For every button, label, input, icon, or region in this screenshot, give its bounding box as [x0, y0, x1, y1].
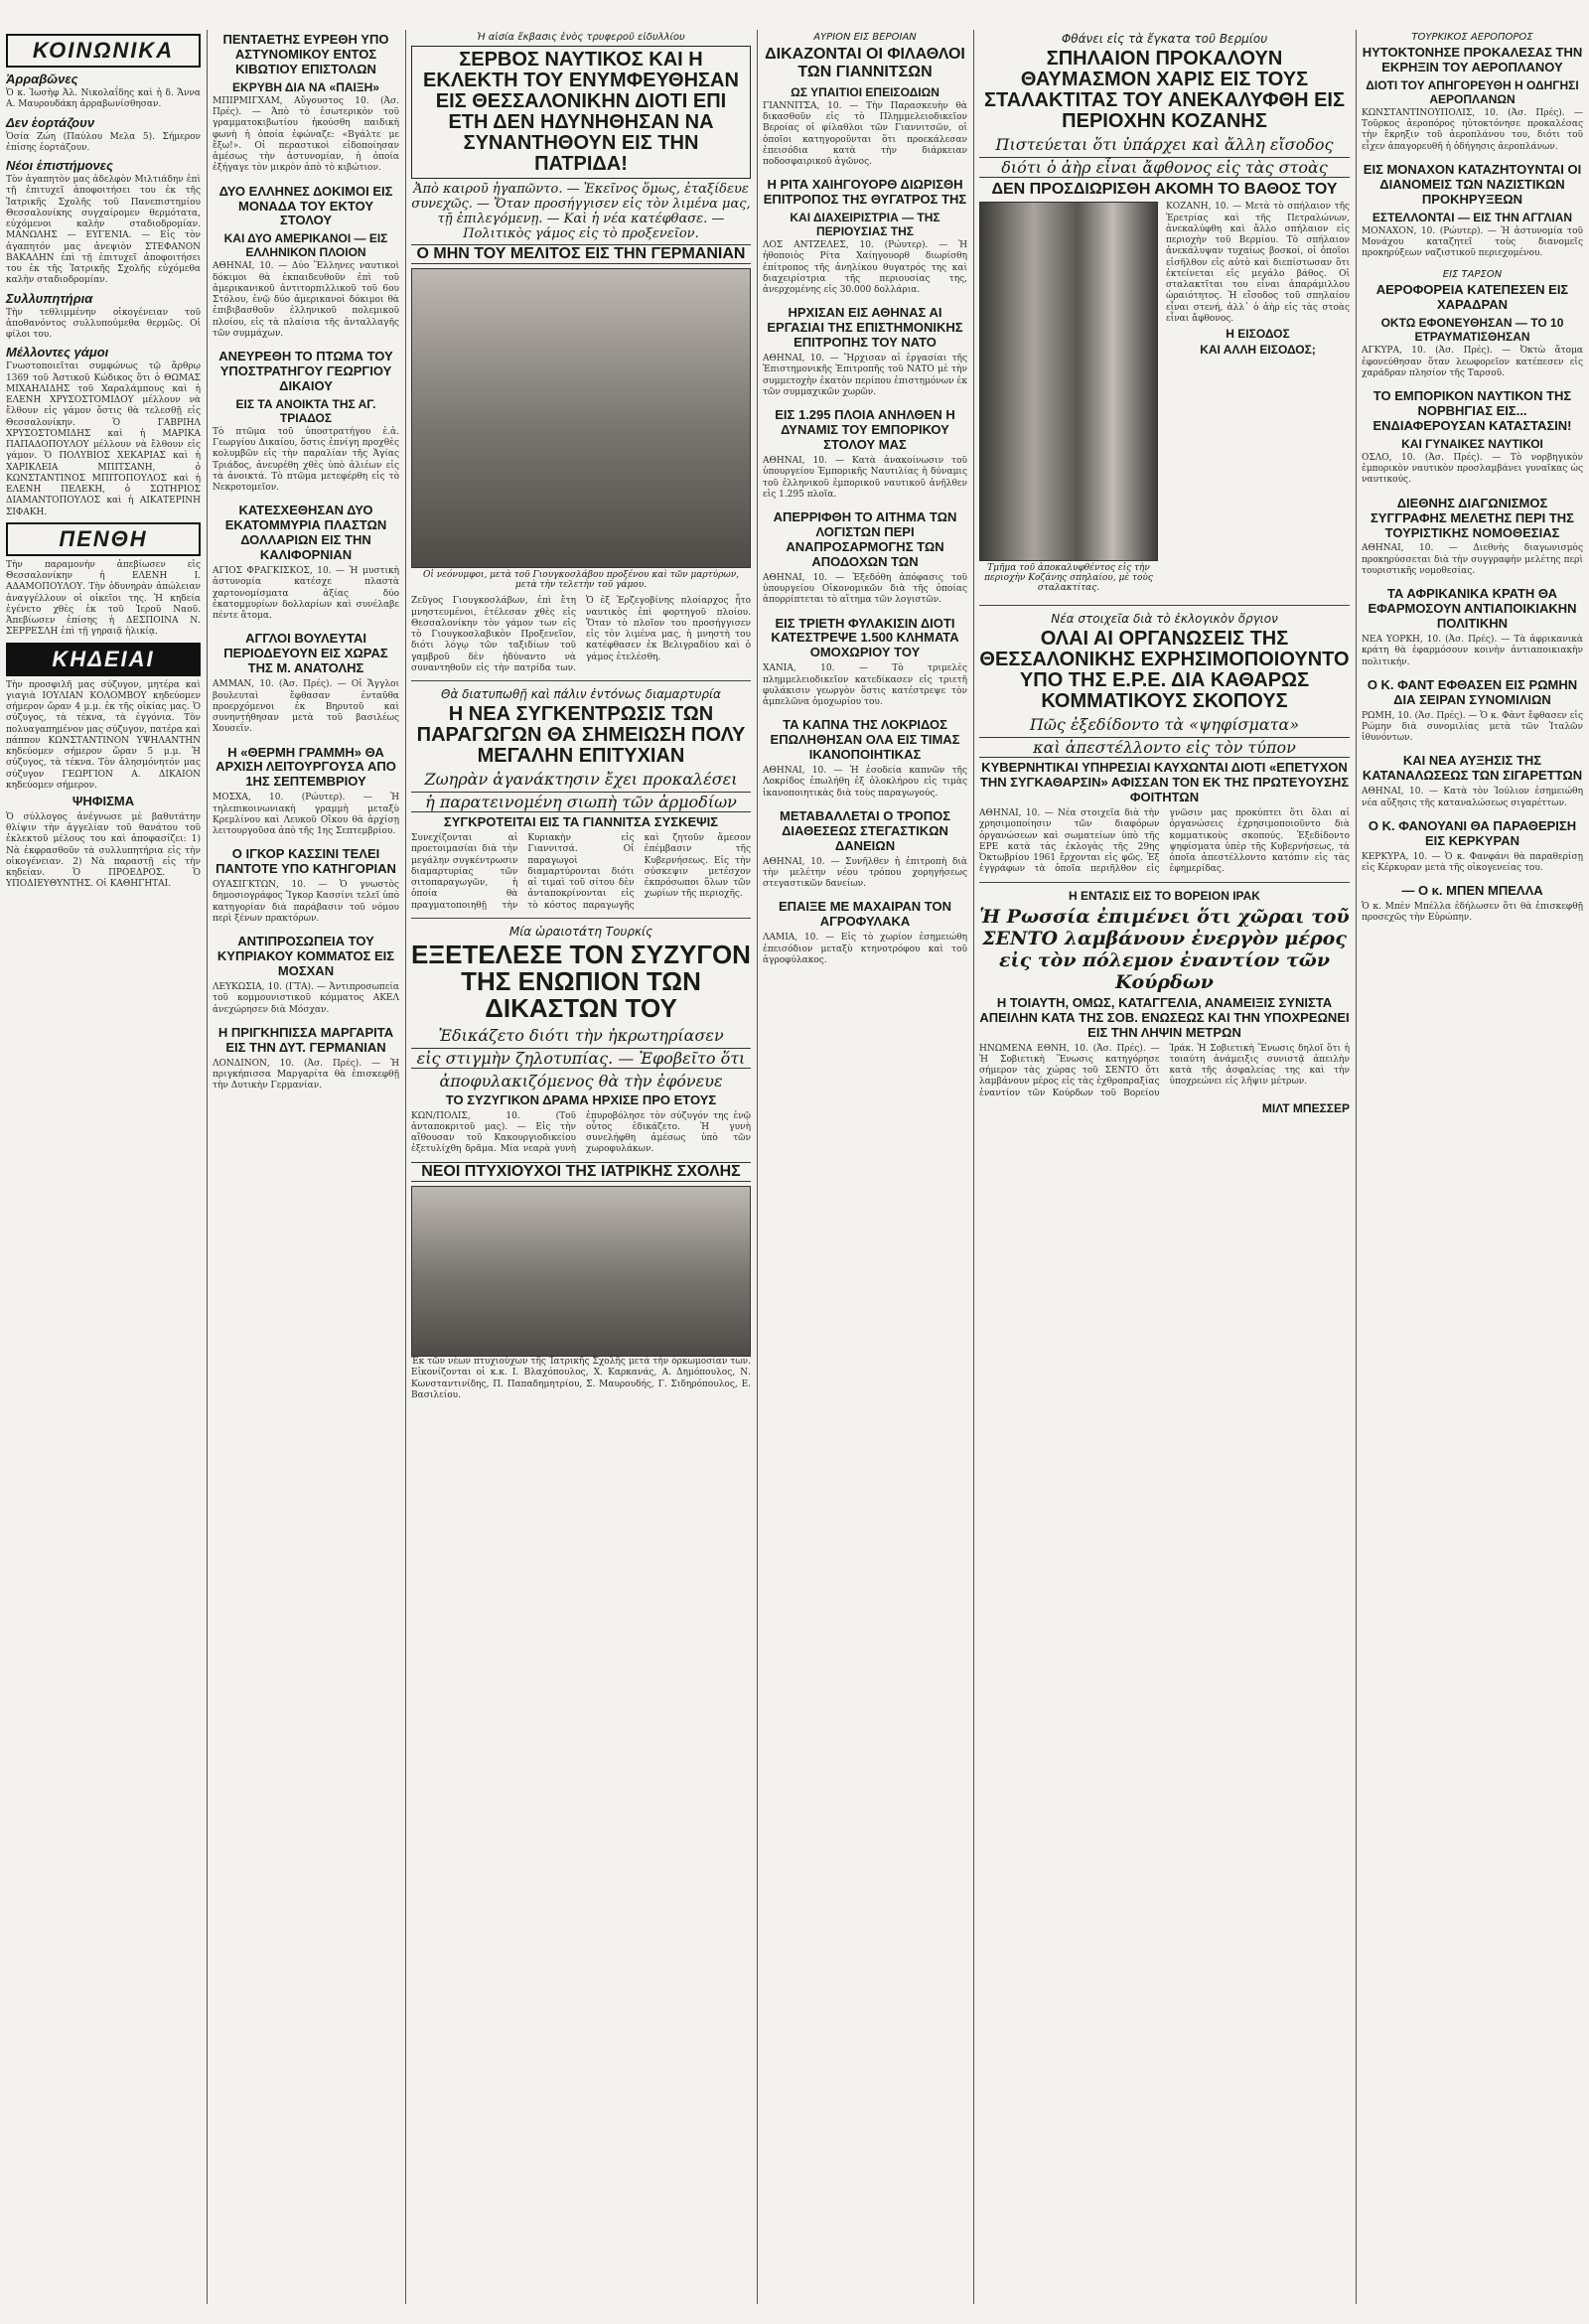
- article-body: ΑΘΗΝΑΙ, 10. — Δύο Ἕλληνες ναυτικοὶ δόκιμοι θὰ ἐκπαιδευθοῦν ἐπὶ τοῦ ἀμερικανικοῦ ἀντιτορπιλλικοῦ τοῦ 6ου Στόλου, ἐνῷ δύο ἀμερικανοὶ δόκιμοι θὰ ἐπιβιβασθοῦν ἑλληνικοῦ πολεμικοῦ πλοίου, εἰς τὰ πλαίσια τῆς ἀνταλλαγῆς τῶν συμμάχων.: [213, 261, 399, 339]
- article-body: ΑΘΗΝΑΙ, 10. — Συνῆλθεν ἡ ἐπιτροπὴ διὰ τὴν μελέτην νέου τρόπου χορηγήσεως στεγαστικῶν δανείων.: [763, 856, 967, 890]
- article-body: ΜΠΙΡΜΙΓΧΑΜ, Αὔγουστος 10. (Ἀσ. Πρές). — Ἀπὸ τὸ ἐσωτερικὸν τοῦ γραμματοκιβωτίου ἠκούσθη παιδικὴ φωνὴ ἡ ὁποία ἐφώναζε: «Βγάλτε με ἔξω!». Οἱ περαστικοὶ εἰδοποίησαν ἀμέσως τὴν ἀστυνομίαν, ἡ ὁποία ἐξήγαγε τὸν μικρὸν ἀπὸ τὸ κιβώτιον.: [213, 95, 399, 174]
- iraq-body: ΗΝΩΜΕΝΑ ΕΘΝΗ, 10. (Ἀσ. Πρές). — Ἡ Σοβιετικὴ Ἕνωσις κατηγόρησε σήμερον τὰς χώρας τοῦ ΣΕΝΤΟ ὅτι λαμβάνουν μέρος εἰς τὰς ἐχθροπραξίας ἐναντίον τῶν Κούρδων τοῦ Βορείου Ἰράκ. Ἡ Σοβιετικὴ Ἕνωσις δηλοῖ ὅτι ἡ τοιαύτη ἀνάμειξις συνιστᾷ ἀπειλὴν κατὰ τῆς ἀσφαλείας της καὶ τὴν ὑποχρεώνει εἰς λῆψιν μέτρων.: [979, 1043, 1350, 1098]
- honeymoon-headline: Ο ΜΗΝ ΤΟΥ ΜΕΛΙΤΟΣ ΕΙΣ ΤΗΝ ΓΕΡΜΑΝΙΑΝ: [411, 244, 751, 264]
- headline: ΑΠΕΡΡΙΦΘΗ ΤΟ ΑΙΤΗΜΑ ΤΩΝ ΛΟΓΙΣΤΩΝ ΠΕΡΙ ΑΝΑΠΡΟΣΑΡΜΟΓΗΣ ΤΩΝ ΑΠΟΔΟΧΩΝ ΤΩΝ: [773, 509, 957, 569]
- article-body: ΟΣΛΟ, 10. (Ἀσ. Πρές). — Τὸ νορβηγικὸν ἐμπορικὸν ναυτικὸν προσλαμβάνει γυναῖκας ὡς ναυτικούς.: [1362, 452, 1583, 486]
- subheadline: ΚΑΙ ΔΙΑΧΕΙΡΙΣΤΡΙΑ — ΤΗΣ ΠΕΡΙΟΥΣΙΑΣ ΤΗΣ: [790, 211, 940, 239]
- graduates-label: Νέοι ἐπιστήμονες: [6, 158, 113, 173]
- headline: ΚΑΙ ΝΕΑ ΑΥΞΗΣΙΣ ΤΗΣ ΚΑΤΑΝΑΛΩΣΕΩΣ ΤΩΝ ΣΙΓΑΡΕΤΤΩΝ: [1362, 753, 1583, 784]
- story-body: Ζεῦγος Γιουγκοσλάβων, ἐπὶ ἔτη μνηστευμένοι, ἐτέλεσαν χθὲς εἰς Θεσσαλονίκην τὸν γάμον των εἰς τὸ Γιουγκοσλαβικὸν Προξενεῖον, διότι λόγῳ τῶν ταξιδίων τοῦ γαμβροῦ δὲν ἠδύναντο νὰ συναντηθοῦν εἰς τὴν πατρίδα των. Ὁ ἐξ Ἐρζεγοβίνης πλοίαρχος ἦτο ναυτικὸς ἐπὶ φορτηγοῦ πλοίου. Ὅταν τὸ πλοῖον του προσήγγισεν εἰς τὸν λιμένα μας, ἡ μνηστὴ του κατέφθασεν ἐκ Βελιγραδίου καὶ ὁ γάμος ἐτελέσθη.: [411, 596, 751, 673]
- subheadline: ΚΑΙ ΓΥΝΑΙΚΕΣ ΝΑΥΤΙΚΟΙ: [1401, 436, 1543, 451]
- column-main-stories: [405, 30, 757, 2304]
- nameday-text: Ὁσία Ζώη (Παύλου Μελα 5). Σήμερον ἐπίσης ἑορτάζουν.: [6, 131, 201, 153]
- article-body: ΛΟΣ ΑΝΤΖΕΛΕΣ, 10. (Ρώυτερ). — Ἡ ἠθοποιὸς Ρίτα Χαίηγουορθ διωρίσθη ἐπίτροπος τῆς ἀνηλίκου θυγατρός της καὶ διαχειρίστρια τῆς περιουσίας της, ἀνερχομένης εἰς 30.000 δολλάρια.: [763, 240, 967, 296]
- headline: ΤΑ ΑΦΡΙΚΑΝΙΚΑ ΚΡΑΤΗ ΘΑ ΕΦΑΡΜΟΣΟΥΝ ΑΝΤΙΑΠΟΙΚΙΑΚΗΝ ΠΟΛΙΤΙΚΗΝ: [1368, 586, 1577, 632]
- graduates-headline: ΝΕΟΙ ΠΤΥΧΙΟΥΧΟΙ ΤΗΣ ΙΑΤΡΙΚΗΣ ΣΧΟΛΗΣ: [411, 1162, 751, 1182]
- column-briefs-1: [207, 30, 405, 2304]
- protest-subheadline: ἡ παρατεινομένη σιωπὴ τῶν ἁρμοδίων: [411, 792, 751, 812]
- article-body: Ὁ κ. Μπὲν Μπέλλα ἐδήλωσεν ὅτι θὰ ἐπισκεφθῇ προσεχῶς τὴν Εὐρώπην.: [1362, 902, 1583, 924]
- iraq-headline: Ἡ Ρωσσία ἐπιμένει ὅτι χῶραι τοῦ ΣΕΝΤΟ λαμβάνουν ἐνεργὸν μέρος εἰς τὸν πόλεμον ἐναντίον τῶν Κούρδων: [979, 905, 1350, 993]
- article-body: ΚΩΝΣΤΑΝΤΙΝΟΥΠΟΛΙΣ, 10. (Ἀσ. Πρές). — Τοῦρκος ἀεροπόρος ηὐτοκτόνησε προκαλέσας τὴν ἔκρηξιν τοῦ ἀεροπλάνου του, διότι τοῦ εἶχεν ἀπαγορευθῆ ἡ ὁδήγησις ἀεροπλάνων.: [1362, 107, 1583, 152]
- headline: ΕΙΣ ΤΡΙΕΤΗ ΦΥΛΑΚΙΣΙΝ ΔΙΟΤΙ ΚΑΤΕΣΤΡΕΨΕ 1.500 ΚΛΗΜΑΤΑ ΟΜΟΧΩΡΙΟΥ ΤΟΥ: [771, 615, 959, 660]
- election-subheadline: Πῶς ἐξεδίδοντο τὰ «ψηφίσματα»: [1029, 715, 1300, 735]
- election-body: ΑΘΗΝΑΙ, 10. — Νέα στοιχεῖα διὰ τὴν χρησιμοποίησιν τῶν διαφόρων ὀργανώσεων καὶ σωματείων ὑπὸ τῆς ΕΡΕ κατὰ τὰς ἐκλογὰς τῆς 29ης Ὀκτωβρίου 1961 ἔρχονται εἰς φῶς. Ἐξ ἐγγράφων τὰ ὁποῖα περιῆλθον εἰς γνῶσιν μας προκύπτει ὅτι ὅλαι αἱ ὀργανώσεις ἐχρησιμοποιοῦντο διὰ κομματικοὺς σκοπούς. Ἐξεδίδοντο ψηφίσματα ὑπὲρ τῆς Κυβερνήσεως, τὰ ὁποῖα ἀπεστέλλοντο κατόπιν εἰς τὰς ἐφημερίδας.: [979, 808, 1350, 875]
- engagements-label: Ἀρραβῶνες: [6, 72, 78, 86]
- subheadline: ΕΚΡΥΒΗ ΔΙΑ ΝΑ «ΠΑΙΞΗ»: [232, 79, 379, 94]
- article-margaret: [213, 1026, 399, 1092]
- article-knife: [763, 900, 967, 966]
- engagements-text: Ὁ κ. Ἰωσὴφ Ἀλ. Νικολαΐδης καὶ ἡ δ. Ἄννα Α. Μαυρουδάκη ἀρραβωνίσθησαν.: [6, 88, 201, 110]
- article-fans: [763, 46, 967, 168]
- cave-subheadline: Πιστεύεται ὅτι ὑπάρχει καὶ ἄλλη εἴσοδος: [995, 135, 1334, 154]
- article-body: ΑΜΜΑΝ, 10. (Ἀσ. Πρές). — Οἱ Ἄγγλοι βουλευταὶ ἔφθασαν ἐνταῦθα προερχόμενοι ἐκ Βηρυτοῦ καὶ συνηντήθησαν μετὰ τοῦ βασιλέως Χουσεΐν.: [213, 679, 399, 735]
- nameday-label: Δεν ἑορτάζουν: [6, 114, 95, 130]
- headline-sailor-wedding: ΣΕΡΒΟΣ ΝΑΥΤΙΚΟΣ ΚΑΙ Η ΕΚΛΕΚΤΗ ΤΟΥ ΕΝΥΜΦΕΥΘΗΣΑΝ ΕΙΣ ΘΕΣΣΑΛΟΝΙΚΗΝ ΔΙΟΤΙ ΕΠΙ ΕΤΗ ΔΕΝ ΗΔΥΝΗΘΗΣΑΝ ΝΑ ΣΥΝΑΝΤΗΘΟΥΝ ΕΙΣ ΤΗΝ ΠΑΤΡΙΔΑ!: [411, 46, 751, 179]
- kicker: Ἡ αἰσία ἔκβασις ἑνὸς τρυφεροῦ εἰδυλλίου: [477, 32, 685, 43]
- protest-subheadline: ΣΥΓΚΡΟΤΕΙΤΑΙ ΕΙΣ ΤΑ ΓΙΑΝΝΙΤΣΑ ΣΥΣΚΕΨΙΣ: [443, 814, 719, 830]
- iraq-subheadline: Η ΤΟΙΑΥΤΗ, ΟΜΩΣ, ΚΑΤΑΓΓΕΛΙΑ, ΑΝΑΜΕΙΞΙΣ ΣΥΝΙΣΤΑ ΑΠΕΙΛΗΝ ΚΑΤΑ ΤΗΣ ΣΟΒ. ΕΝΩΣΕΩΣ ΚΑΙ ΤΗΝ ΥΠΟΧΡΕΩΝΕΙ ΕΙΣ ΤΗΝ ΛΗΨΙΝ ΜΕΤΡΩΝ: [979, 994, 1350, 1040]
- headline: Η ΡΙΤΑ ΧΑΙΗΓΟΥΟΡΘ ΔΙΩΡΙΣΘΗ ΕΠΙΤΡΟΠΟΣ ΤΗΣ ΘΥΓΑΤΡΟΣ ΤΗΣ: [763, 177, 967, 208]
- kicker: ΤΟΥΡΚΙΚΟΣ ΑΕΡΟΠΟΡΟΣ: [1411, 32, 1533, 43]
- headline: ΜΕΤΑΒΑΛΛΕΤΑΙ Ο ΤΡΟΠΟΣ ΔΙΑΘΕΣΕΩΣ ΣΤΕΓΑΣΤΙΚΩΝ ΔΑΝΕΙΩΝ: [780, 807, 950, 853]
- article-cadets: [213, 185, 399, 341]
- article-fleet: [763, 408, 967, 501]
- article-body: ΓΙΑΝΝΙΤΣΑ, 10. — Τὴν Παρασκευὴν θὰ δικασθοῦν εἰς τὸ Πλημμελειοδικεῖον Βεροίας οἱ φίλαθλοι τῶν Γιαννιτσῶν, οἱ ὁποῖοι κατηγοροῦνται ὅτι προεκάλεσαν ἐπεισόδια κατὰ τὴν διάρκειαν ποδοσφαιρικοῦ ἀγῶνος.: [763, 100, 967, 168]
- article-pilot: [1362, 46, 1583, 153]
- subheadline: ΔΙΟΤΙ ΤΟΥ ΑΠΗΓΟΡΕΥΘΗ Η ΟΔΗΓΗΣΙ ΑΕΡΟΠΛΑΝΩΝ: [1366, 77, 1579, 106]
- article-body: ΛΟΝΔΙΝΟΝ, 10. (Ἀσ. Πρές). — Ἡ πριγκήπισσα Μαργαρίτα θὰ ἐπισκεφθῇ τὴν Δυτικὴν Γερμανίαν.: [213, 1058, 399, 1091]
- column-cave-election: [973, 30, 1356, 2304]
- article-cyprus: [213, 935, 399, 1016]
- banner-social: ΚΟΙΝΩΝΙΚΑ: [6, 34, 201, 68]
- weddings-label: Μέλλοντες γάμοι: [6, 345, 109, 361]
- article-child-found: [213, 33, 399, 175]
- article-body: ΑΘΗΝΑΙ, 10. — Κατὰ ἀνακοίνωσιν τοῦ ὑπουργείου Ἐμπορικῆς Ναυτιλίας ἡ δύναμις τοῦ ἑλληνικοῦ ἐμπορικοῦ ναυτικοῦ ἀνῆλθεν εἰς 1.295 πλοῖα.: [763, 456, 967, 500]
- headline: ΤΑ ΚΑΠΝΑ ΤΗΣ ΛΟΚΡΙΔΟΣ ΕΠΩΛΗΘΗΣΑΝ ΟΛΑ ΕΙΣ ΤΙΜΑΣ ΙΚΑΝΟΠΟΙΗΤΙΚΑΣ: [770, 717, 960, 763]
- headline: Ο Κ. ΦΑΝΤ ΕΦΘΑΣΕΝ ΕΙΣ ΡΩΜΗΝ ΔΙΑ ΣΕΙΡΑΝ ΣΥΝΟΜΙΛΙΩΝ: [1367, 676, 1578, 707]
- headline: Ο Κ. ΦΑΝΟΥΑΝΙ ΘΑ ΠΑΡΑΘΕΡΙΣΗ ΕΙΣ ΚΕΡΚΥΡΑΝ: [1368, 817, 1577, 848]
- subheadline: ΕΣΤΕΛΛΟΝΤΑΙ — ΕΙΣ ΤΗΝ ΑΓΓΛΙΑΝ: [1372, 210, 1573, 224]
- wedding-photo: [411, 268, 751, 568]
- headline: Η «ΘΕΡΜΗ ΓΡΑΜΜΗ» ΘΑ ΑΡΧΙΣΗ ΛΕΙΤΟΥΡΓΟΥΣΑ ΑΠΟ 1ΗΣ ΣΕΠΤΕΜΒΡΙΟΥ: [216, 744, 396, 790]
- headline: ΑΓΓΛΟΙ ΒΟΥΛΕΥΤΑΙ ΠΕΡΙΟΔΕΥΟΥΝ ΕΙΣ ΧΩΡΑΣ ΤΗΣ Μ. ΑΝΑΤΟΛΗΣ: [223, 631, 388, 676]
- cave-headline: ΣΠΗΛΑΙΟΝ ΠΡΟΚΑΛΟΥΝ ΘΑΥΜΑΣΜΟΝ ΧΑΡΙΣ ΕΙΣ ΤΟΥΣ ΣΤΑΛΑΚΤΙΤΑΣ ΤΟΥ ΑΝΕΚΑΛΥΦΘΗ ΕΙΣ ΠΕΡΙΟΧΗΝ ΚΟΖΑΝΗΣ: [983, 48, 1345, 132]
- article-body: ΑΘΗΝΑΙ, 10. — Διεθνὴς διαγωνισμὸς προκηρύσσεται διὰ τὴν συγγραφὴν μελέτης περὶ τουριστικῆς νομοθεσίας.: [1362, 543, 1583, 576]
- article-benbella: [1362, 884, 1583, 924]
- article-body: ΑΘΗΝΑΙ, 10. — Ἡ ἐσοδεία καπνῶν τῆς Λοκρίδος ἐπωλήθη ἐξ ὁλοκλήρου εἰς τιμὰς ἱκανοποιητικὰς διὰ τοὺς παραγωγούς.: [763, 766, 967, 799]
- election-subheadline: καὶ ἀπεστέλλοντο εἰς τὸν τύπον: [979, 737, 1350, 758]
- article-body: ΟΥΑΣΙΓΚΤΩΝ, 10. — Ὁ γνωστὸς δημοσιογράφος Ἴγκορ Κασσίνι τελεῖ ὑπὸ κατηγορίαν διὰ παράβασιν τοῦ νόμου περὶ ξένων πρακτόρων.: [213, 880, 399, 924]
- turkish-subheadline: εἰς στιγμὴν ζηλοτυπίας. — Ἐφοβεῖτο ὅτι: [411, 1048, 751, 1069]
- protest-kicker: Θὰ διατυπωθῇ καὶ πάλιν ἐντόνως διαμαρτυρία: [441, 687, 721, 702]
- column-briefs-2: [757, 30, 973, 2304]
- article-body: ΑΓΚΥΡΑ, 10. (Ἀσ. Πρές). — Ὀκτὼ ἄτομα ἐφονεύθησαν ὅταν λεωφορεῖον κατέπεσεν εἰς χαράδραν πλησίον τῆς Ταρσοῦ.: [1362, 346, 1583, 378]
- article-vines: [763, 617, 967, 709]
- turkish-headline: ΕΞΕΤΕΛΕΣΕ ΤΟΝ ΣΥΖΥΓΟΝ ΤΗΣ ΕΝΩΠΙΟΝ ΤΩΝ ΔΙΚΑΣΤΩΝ ΤΟΥ: [411, 939, 751, 1024]
- headline: ΕΙΣ ΜΟΝΑΧΟΝ ΚΑΤΑΖΗΤΟΥΝΤΑΙ ΟΙ ΔΙΑΝΟΜΕΙΣ ΤΩΝ ΝΑΖΙΣΤΙΚΩΝ ΠΡΟΚΗΡΥΞΕΩΝ: [1363, 161, 1582, 207]
- iraq-kicker: Η ΕΝΤΑΣΙΣ ΕΙΣ ΤΟ ΒΟΡΕΙΟΝ ΙΡΑΚ: [1069, 888, 1260, 903]
- photo-caption: Οἱ νεόνυμφοι, μετὰ τοῦ Γιουγκοσλάβου προξένου καὶ τῶν μαρτύρων, μετὰ τὴν τελετὴν τοῦ γάμου.: [422, 570, 740, 591]
- mourning-text: Τὴν παραμονὴν ἀπεβίωσεν εἰς Θεσσαλονίκην ἡ ΕΛΕΝΗ Ι. ΑΔΑΜΟΠΟΥΛΟΥ. Τὴν ὁδυνηρὰν ἀπώλειαν ἀναγγέλλουν οἱ οἰκεῖοι της. Ἡ κηδεία ἐγένετο χθὲς ἐκ τοῦ Ἱεροῦ Ναοῦ. Ἀπεβίωσεν ἐπίσης ἡ ΔΕΣΠΟΙΝΑ Ν. ΣΕΡΡΕΣΛΗ ἐπὶ τῇ γηραιᾷ ἡλικίᾳ.: [6, 559, 201, 638]
- article-loans: [763, 809, 967, 891]
- kicker: ΕΙΣ ΤΑΡΣΟΝ: [1442, 269, 1503, 281]
- headline: ΕΙΣ 1.295 ΠΛΟΙΑ ΑΝΗΛΘΕΝ Η ΔΥΝΑΜΙΣ ΤΟΥ ΕΜΠΟΡΙΚΟΥ ΣΤΟΛΟΥ ΜΑΣ: [775, 407, 955, 453]
- headline: ΔΙΚΑΖΟΝΤΑΙ ΟΙ ΦΙΛΑΘΛΟΙ ΤΩΝ ΓΙΑΝΝΙΤΣΩΝ: [765, 46, 965, 81]
- article-body: ΝΕΑ ΥΟΡΚΗ, 10. (Ἀσ. Πρές). — Τὰ ἀφρικανικὰ κράτη θὰ ἐφαρμόσουν κοινὴν ἀντιαποικιακὴν πολιτικήν.: [1362, 635, 1583, 667]
- protest-body: Συνεχίζονται αἱ προετοιμασίαι διὰ τὴν μεγάλην συγκέντρωσιν διαμαρτυρίας τῶν σιτοπαραγωγῶν, ἡ ὁποία θὰ πραγματοποιηθῇ τὴν Κυριακὴν εἰς Γιαννιτσά. Οἱ παραγωγοὶ διαμαρτύρονται διότι αἱ τιμαὶ τοῦ σίτου δὲν ἀνταποκρίνονται εἰς τὸ κόστος παραγωγῆς καὶ ζητοῦν ἄμεσον ἐπέμβασιν τῆς Κυβερνήσεως. Εἰς τὴν σύσκεψιν μετέσχον ἐκπρόσωποι ὅλων τῶν χωρίων τῆς περιοχῆς.: [411, 833, 751, 911]
- article-mps: [213, 632, 399, 735]
- article-norway: [1362, 389, 1583, 487]
- headline: ΗΡΧΙΣΑΝ ΕΙΣ ΑΘΗΝΑΣ ΑΙ ΕΡΓΑΣΙΑΙ ΤΗΣ ΕΠΙΣΤΗΜΟΝΙΚΗΣ ΕΠΙΤΡΟΠΗΣ ΤΟΥ ΝΑΤΟ: [767, 305, 963, 351]
- article-body: ΡΩΜΗ, 10. (Ἀσ. Πρές). — Ὁ κ. Φὰντ ἔφθασεν εἰς Ρώμην διὰ συνομιλίας μετὰ τῶν Ἰταλῶν ἰθυνόντων.: [1362, 710, 1583, 744]
- headline: ΔΙΕΘΝΗΣ ΔΙΑΓΩΝΙΣΜΟΣ ΣΥΓΓΡΑΦΗΣ ΜΕΛΕΤΗΣ ΠΕΡΙ ΤΗΣ ΤΟΥΡΙΣΤΙΚΗΣ ΝΟΜΟΘΕΣΙΑΣ: [1371, 495, 1574, 540]
- column-briefs-3: [1356, 30, 1589, 2304]
- article-body: ΛΑΜΙΑ, 10. — Εἰς τὸ χωρίον ἐσημειώθη ἐπεισόδιον μεταξὺ κτηνοτρόφου καὶ τοῦ ἀγροφύλακος.: [763, 933, 967, 965]
- article-body: Τὸ πτῶμα τοῦ ὑποστρατήγου ἐ.ἀ. Γεωργίου Δικαίου, ὅστις ἐπνίγη προχθὲς κολυμβῶν εἰς τὴν παραλίαν τῆς Ἁγίας Τριάδος, ἀνευρέθη χθὲς ὑπὸ ἁλιέων εἰς τὰ ἀνοικτά. Τὸ πτῶμα μετεφέρθη εἰς τὸ Νεκροτομεῖον.: [213, 426, 399, 494]
- cave-subheadline: ΔΕΝ ΠΡΟΣΔΙΩΡΙΣΘΗ ΑΚΟΜΗ ΤΟ ΒΑΘΟΣ ΤΟΥ: [991, 181, 1338, 198]
- pull-quote: Ἀπὸ καιροῦ ἠγαπῶντο. — Ἐκεῖνος ὅμως, ἐταξίδευε συνεχῶς. — Ὅταν προσήγγισεν εἰς τὸν λιμένα μας, τῇ ἐπιλεγόμενῃ. — Καὶ ἡ νέα κατέφθασε. — Πολιτικὸς γάμος εἰς τὸ προξενεῖον.: [411, 182, 751, 241]
- headline: ΠΕΝΤΑΕΤΗΣ ΕΥΡΕΘΗ ΥΠΟ ΑΣΤΥΝΟΜΙΚΟΥ ΕΝΤΟΣ ΚΙΒΩΤΙΟΥ ΕΠΙΣΤΟΛΩΝ: [222, 32, 389, 76]
- cave-photo: [979, 202, 1158, 561]
- article-body: ΑΘΗΝΑΙ, 10. — Ἐξεδόθη ἀπόφασις τοῦ ὑπουργείου Οἰκονομικῶν διὰ τῆς ὁποίας ἀπορρίπτεται τὸ αἴτημα τῶν λογιστῶν.: [763, 572, 967, 606]
- headline: ΑΝΕΥΡΕΘΗ ΤΟ ΠΤΩΜΑ ΤΟΥ ΥΠΟΣΤΡΑΤΗΓΟΥ ΓΕΩΡΓΙΟΥ ΔΙΚΑΙΟΥ: [218, 349, 393, 393]
- article-body: ΜΟΣΧΑ, 10. (Ρώυτερ). — Ἡ τηλεπικοινωνιακὴ γραμμὴ μεταξὺ Κρεμλίνου καὶ Λευκοῦ Οἴκου θὰ ἀρχίσῃ λειτουργοῦσα ἀπὸ τῆς 1ης Σεπτεμβρίου.: [213, 793, 399, 837]
- headline: ΗΥΤΟΚΤΟΝΗΣΕ ΠΡΟΚΑΛΕΣΑΣ ΤΗΝ ΕΚΡΗΞΙΝ ΤΟΥ ΑΕΡΟΠΛΑΝΟΥ: [1362, 45, 1583, 74]
- article-nato: [763, 306, 967, 398]
- turkish-kicker: Μία ὡραιοτάτη Τουρκίς: [508, 924, 653, 939]
- graduates-photo: [411, 1186, 751, 1357]
- subheadline: ΩΣ ΥΠΑΙΤΙΟΙ ΕΠΕΙΣΟΔΙΩΝ: [791, 84, 939, 99]
- article-fanfani: [1362, 819, 1583, 874]
- entrance-label: Η ΕΙΣΟΔΟΣ: [1226, 327, 1290, 342]
- cave-body: ΚΟΖΑΝΗ, 10. — Μετὰ τὸ σπήλαιον τῆς Ἐρετρίας καὶ τῆς Πετραλώνων, ἀνεκαλύφθη καὶ ἄλλο σπήλαιον εἰς περιοχὴν τοῦ Βερμίου. Τὸ σπήλαιον ἀνεκάλυψαν τυχαίως βοσκοί, οἱ ὁποῖοι εἰσῆλθον εἰς αὐτὸ καὶ διεπίστωσαν ὅτι ἐκτείνεται εἰς μεγάλο βάθος. Οἱ σταλακτῖται του εἶναι ἀπαράμιλλου ὡραιότητος. Ἡ εἴσοδος τοῦ σπηλαίου εἶναι στενή, ἀλλ᾽ ὁ ἀὴρ εἰς τὰς στοὰς εἶναι ἄφθονος.: [1166, 202, 1350, 324]
- article-accountants: [763, 510, 967, 607]
- protest-subheadline: Ζωηρὰν ἀγανάκτησιν ἔχει προκαλέσει: [424, 770, 738, 790]
- headline: Ο ΙΓΚΟΡ ΚΑΣΣΙΝΙ ΤΕΛΕΙ ΠΑΝΤΟΤΕ ΥΠΟ ΚΑΤΗΓΟΡΙΑΝ: [216, 846, 396, 877]
- article-body: ΚΕΡΚΥΡΑ, 10. — Ὁ κ. Φανφάνι θὰ παραθερίσῃ εἰς Κέρκυραν μετὰ τῆς οἰκογενείας του.: [1362, 851, 1583, 873]
- article-rita: [763, 178, 967, 296]
- turkish-subheadline: ἀποφυλακιζόμενος θὰ τὴν ἐφόνευε: [439, 1071, 723, 1090]
- article-bus: [1362, 269, 1583, 379]
- article-body: ΛΕΥΚΩΣΙΑ, 10. (ΓΤΑ). — Ἀντιπροσωπεία τοῦ κομμουνιστικοῦ κόμματος ΑΚΕΛ ἀνεχώρησεν διὰ Μόσχαν.: [213, 982, 399, 1015]
- article-body: ΧΑΝΙΑ, 10. — Τὸ τριμελὲς πλημμελειοδικεῖον κατεδίκασεν εἰς τριετῆ φυλάκισιν γεωργὸν ὅστις κατέστρεψε τὸν ἀμπελῶνα ὁμοχωρίου του.: [763, 663, 967, 708]
- sympathy-text: Τὴν τεθλιμμένην οἰκογένειαν τοῦ ἀποθανόντος συλλυπούμεθα θερμῶς. Οἱ φίλοι του.: [6, 307, 201, 340]
- election-headline: ΟΛΑΙ ΑΙ ΟΡΓΑΝΩΣΕΙΣ ΤΗΣ ΘΕΣΣΑΛΟΝΙΚΗΣ ΕΧΡΗΣΙΜΟΠΟΙΟΥΝΤΟ ΥΠΟ ΤΗΣ Ε.Ρ.Ε. ΔΙΑ ΚΑΘΑΡΩΣ ΚΟΜΜΑΤΙΚΟΥΣ ΣΚΟΠΟΥΣ: [979, 628, 1350, 713]
- column-social: [0, 30, 207, 2304]
- headline: Η ΠΡΙΓΚΗΠΙΣΣΑ ΜΑΡΓΑΡΙΤΑ ΕΙΣ ΤΗΝ ΔΥΤ. ΓΕΡΜΑΝΙΑΝ: [217, 1024, 394, 1055]
- protest-headline: Η ΝΕΑ ΣΥΓΚΕΝΤΡΩΣΙΣ ΤΩΝ ΠΑΡΑΓΩΓΩΝ ΘΑ ΣΗΜΕΙΩΣΗ ΠΟΛΥ ΜΕΓΑΛΗΝ ΕΠΙΤΥΧΙΑΝ: [416, 703, 746, 768]
- article-rome: [1362, 678, 1583, 745]
- banner-mourning: ΠΕΝΘΗ: [6, 522, 201, 556]
- headline: ΑΕΡΟΦΟΡΕΙΑ ΚΑΤΕΠΕΣΕΝ ΕΙΣ ΧΑΡΑΔΡΑΝ: [1375, 282, 1569, 313]
- sympathy-label: Συλλυπητήρια: [6, 290, 93, 306]
- article-body: ΑΓΙΟΣ ΦΡΑΓΚΙΣΚΟΣ, 10. — Ἡ μυστικὴ ἀστυνομία κατέσχε πλαστὰ χαρτονομίσματα ἀξίας δύο ἑκατομμυρίων δολλαρίων καὶ συνέλαβε πέντε ἄτομα.: [213, 566, 399, 622]
- byline: ΜΙΛΤ ΜΠΕΣΣΕΡ: [1261, 1100, 1350, 1115]
- article-hotline: [213, 746, 399, 838]
- cave-subheadline: διότι ὁ ἀὴρ εἶναι ἄφθονος εἰς τὰς στοὰς: [979, 157, 1350, 178]
- article-body: ΑΘΗΝΑΙ, 10. — Ἤρχισαν αἱ ἐργασίαι τῆς Ἐπιστημονικῆς Ἐπιτροπῆς τοῦ ΝΑΤΟ μὲ τὴν συμμετοχὴν ἑκατὸν περίπου ἐπιστημόνων ἐκ τῶν συμμαχικῶν χωρῶν.: [763, 354, 967, 397]
- article-body: ΜΟΝΑΧΟΝ, 10. (Ρώυτερ). — Ἡ ἀστυνομία τοῦ Μονάχου καταζητεῖ τοὺς διανομεῖς προκηρύξεων ναζιστικοῦ περιεχομένου.: [1362, 225, 1583, 259]
- article-cassini: [213, 847, 399, 925]
- headline: — Ο κ. ΜΠΕΝ ΜΠΕΛΛΑ: [1401, 883, 1543, 899]
- other-entrance-label: ΚΑΙ ΑΛΛΗ ΕΙΣΟΔΟΣ;: [1200, 343, 1316, 358]
- votes-text: Ὁ σύλλογος ἀνέγνωσε μὲ βαθυτάτην θλίψιν τὴν ἀγγελίαν τοῦ θανάτου τοῦ ἐκλεκτοῦ μέλους του καὶ ἀποφασίζει: 1) Νὰ ἐκφρασθοῦν τὰ συλλυπητήρια εἰς τὴν οἰκογένειαν. 2) Νὰ παραστῇ εἰς τὴν κηδείαν. Ὁ ΠΡΟΕΔΡΟΣ. Ὁ ΥΠΟΔΙΕΥΘΥΝΤΗΣ. Οἱ ΚΑΘΗΓΗΤΑΙ.: [6, 811, 201, 890]
- headline: ΕΠΑΙΞΕ ΜΕ ΜΑΧΑΙΡΑΝ ΤΟΝ ΑΓΡΟΦΥΛΑΚΑ: [778, 899, 951, 930]
- kicker: ΑΥΡΙΟΝ ΕΙΣ ΒΕΡΟΙΑΝ: [813, 32, 917, 43]
- turkish-body: ΚΩΝ/ΠΟΛΙΣ, 10. (Τοῦ ἀνταποκριτοῦ μας). — Εἰς τὴν αἴθουσαν τοῦ Κακουργιοδικείου ἐξετυλίχθη δρᾶμα. Μία νεαρὰ γυνὴ ἐπυροβόλησε τὸν σύζυγόν της ἐνῷ οὗτος ἐδικάζετο. Ἡ γυνὴ συνελήφθη ἀμέσως ὑπὸ τῶν χωροφυλάκων.: [411, 1110, 751, 1155]
- headline: ΑΝΤΙΠΡΟΣΩΠΕΙΑ ΤΟΥ ΚΥΠΡΙΑΚΟΥ ΚΟΜΜΑΤΟΣ ΕΙΣ ΜΟΣΧΑΝ: [217, 934, 395, 979]
- graduates-text: Τὸν ἀγαπητὸν μας ἀδελφὸν Μιλτιάδην ἐπὶ τῇ ἐπιτυχεῖ ἀποφοιτήσει του ἐκ τῆς Ἰατρικῆς Σχολῆς τοῦ Πανεπιστημίου Θεσσαλονίκης συγχαίρομεν θερμότατα, εὐχόμενοι καλὴν σταδιοδρομίαν. ΜΑΝΩΛΗΣ — ΕΥΓΕΝΙΑ. — Εἰς τὸν ἀγαπητόν μας ἀνεψιὸν ΣΤΕΦΑΝΟΝ ΒΑΚΑΛΗΝ ἐπὶ τῇ ἐπιτυχεῖ ἀποφοιτήσει του ἐκ τῆς Ἰατρικῆς Σχολῆς εὐχόμεθα καλὴν σταδιοδρομίαν.: [6, 175, 201, 286]
- turkish-subheadline: ΤΟ ΣΥΖΥΓΙΚΟΝ ΔΡΑΜΑ ΗΡΧΙΣΕ ΠΡΟ ΕΤΟΥΣ: [445, 1091, 717, 1107]
- election-subheadline: ΚΥΒΕΡΝΗΤΙΚΑΙ ΥΠΗΡΕΣΙΑΙ ΚΑΥΧΩΝΤΑΙ ΔΙΟΤΙ «ΕΠΕΤΥΧΟΝ ΤΗΝ ΣΥΓΚΑΘΑΡΣΙΝ» ΑΦΙΣΣΑΝ ΤΟΝ ΕΚ ΤΗΣ ΠΡΩΤΕΥΟΥΣΗΣ ΦΟΙΤΗΤΩΝ: [979, 760, 1350, 805]
- headline: ΤΟ ΕΜΠΟΡΙΚΟΝ ΝΑΥΤΙΚΟΝ ΤΗΣ ΝΟΡΒΗΓΙΑΣ ΕΙΣ... ΕΝΔΙΑΦΕΡΟΥΣΑΝ ΚΑΤΑΣΤΑΣΙΝ!: [1372, 388, 1572, 433]
- article-africa: [1362, 587, 1583, 668]
- graduates-caption: Ἐκ τῶν νέων πτυχιούχων τῆς Ἰατρικῆς Σχολῆς μετὰ τὴν ὁρκωμοσίαν των. Εἰκονίζονται οἱ κ.κ. Ι. Βλαχόπουλος, Χ. Καρκανάς, Α. Δημόπουλος, Ν. Κωνσταντινίδης, Π. Παπαδημητρίου, Σ. Μαυρουδής, Γ. Σιδηρόπουλος, Ε. Βασιλείου.: [411, 1357, 751, 1400]
- election-kicker: Νέα στοιχεῖα διὰ τὸ ἐκλογικὸν ὄργιον: [1051, 612, 1278, 627]
- article-nazi: [1362, 163, 1583, 260]
- subheadline: ΕΙΣ ΤΑ ΑΝΟΙΚΤΑ ΤΗΣ ΑΓ. ΤΡΙΑΔΟΣ: [235, 396, 376, 425]
- funerals-text: Τὴν προσφιλῆ μας σύζυγον, μητέρα καὶ γιαγιὰ ΙΟΥΛΙΑΝ ΚΟΛΟΜΒΟΥ κηδεύομεν σήμερον ὥραν 4 μ.μ. ἐκ τῆς οἰκίας μας. Ὁ σύζυγος, τὰ τέκνα, τὰ ἐγγόνια. Τὸν πολυαγαπημένον μας σύζυγον, πατέρα καὶ πάππον ΚΩΝΣΤΑΝΤΙΝΟΝ ΥΨΗΛΑΝΤΗΝ κηδεύομεν σήμερον ὥραν 5 μ.μ. Ἡ σύζυγος, τὰ τέκνα. Τὸν ἀλησμόνητόν μας σύζυγον ΓΕΩΡΓΙΟΝ Α. ΔΙΚΑΙΟΝ κηδεύομεν σήμερον.: [6, 679, 201, 791]
- article-tourism: [1362, 497, 1583, 578]
- weddings-text: Γνωστοποιεῖται συμφώνως τῷ ἄρθρῳ 1369 τοῦ Ἀστικοῦ Κώδικος ὅτι ὁ ΘΩΜΑΣ ΜΙΧΑΗΛΙΔΗΣ τοῦ Χαραλάμπους καὶ ἡ ΕΛΕΝΗ ΧΡΥΣΟΣΤΟΜΙΔΟΥ μέλλουν νὰ ἔλθουν εἰς γάμον ὅστις θὰ τελεσθῇ εἰς Θεσσαλονίκην. Ὁ ΓΑΒΡΙΗΛ ΧΡΥΣΟΣΤΟΜΙΔΗΣ καὶ ἡ ΜΑΡΙΚΑ ΠΑΠΑΔΟΠΟΥΛΟΥ μέλλουν νὰ ἔλθουν εἰς γάμον. Ὁ ΠΟΛΥΒΙΟΣ ΧΕΚΑΡΙΑΣ καὶ ἡ ΧΑΡΙΚΛΕΙΑ ΜΠΙΤΣΑΝΗ, ὁ ΚΩΝΣΤΑΝΤΙΝΟΣ ΜΠΙΤΟΠΟΥΛΟΣ καὶ ἡ ΕΛΕΝΗ ΠΕΛΕΚΗ, ὁ ΣΩΤΗΡΙΟΣ ΔΙΑΜΑΝΤΟΠΟΥΛΟΣ καὶ ἡ ΑΙΚΑΤΕΡΙΝΗ ΣΙΦΑΚΗ.: [6, 362, 201, 517]
- article-body: ΑΘΗΝΑΙ, 10. — Κατὰ τὸν Ἰούλιον ἐσημειώθη νέα αὔξησις τῆς καταναλώσεως σιγαρέττων.: [1362, 787, 1583, 808]
- article-general: [213, 350, 399, 494]
- banner-funerals: ΚΗΔΕΙΑΙ: [6, 643, 201, 676]
- subheadline: ΚΑΙ ΔΥΟ ΑΜΕΡΙΚΑΝΟΙ — ΕΙΣ ΕΛΛΗΝΙΚΟΝ ΠΛΟΙΟΝ: [223, 231, 388, 260]
- turkish-subheadline: Ἐδικάζετο διότι τὴν ἠκρωτηρίασεν: [438, 1025, 724, 1045]
- headline: ΚΑΤΕΣΧΕΘΗΣΑΝ ΔΥΟ ΕΚΑΤΟΜΜΥΡΙΑ ΠΛΑΣΤΩΝ ΔΟΛΛΑΡΙΩΝ ΕΙΣ ΤΗΝ ΚΑΛΙΦΟΡΝΙΑΝ: [224, 503, 387, 563]
- article-tobacco: [763, 718, 967, 799]
- headline: ΔΥΟ ΕΛΛΗΝΕΣ ΔΟΚΙΜΟΙ ΕΙΣ ΜΟΝΑΔΑ ΤΟΥ ΕΚΤΟΥ ΣΤΟΛΟΥ: [218, 183, 393, 228]
- cave-photo-caption: Τμῆμα τοῦ ἀποκαλυφθέντος εἰς τὴν περιοχὴν Κοζάνης σπηλαίου, μὲ τοὺς σταλακτίτας.: [984, 563, 1153, 594]
- votes-label: ΨΗΦΙΣΜΑ: [72, 794, 135, 808]
- cave-kicker: Φθάνει εἰς τὰ ἔγκατα τοῦ Βερμίου: [1061, 32, 1268, 46]
- article-counterfeit: [213, 504, 399, 622]
- subheadline: ΟΚΤΩ ΕΦΟΝΕΥΘΗΣΑΝ — ΤΟ 10 ΕΤΡΑΥΜΑΤΙΣΘΗΣΑΝ: [1380, 316, 1564, 345]
- article-cigarettes: [1362, 754, 1583, 808]
